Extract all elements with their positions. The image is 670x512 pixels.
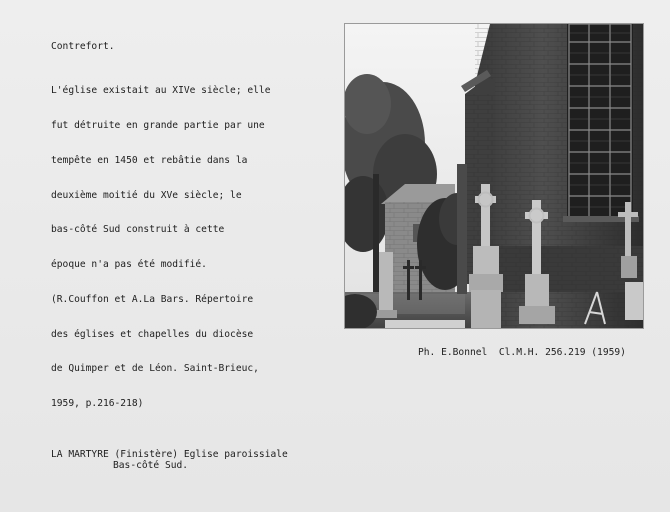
location-title: LA MARTYRE (Finistère) Eglise paroissiale (51, 449, 288, 460)
description-line: de Quimper et de Léon. Saint-Brieuc, (51, 363, 259, 375)
description-line: époque n'a pas été modifié. (51, 259, 207, 271)
card-heading: Contrefort. (51, 41, 115, 52)
description-line: fut détruite en grande partie par une (51, 119, 265, 131)
description-line: tempête en 1450 et rebâtie dans la (51, 154, 248, 166)
description-line: (R.Couffon et A.La Bars. Répertoire (51, 293, 254, 305)
description-line: L'église existait au XIVe siècle; elle (51, 85, 271, 97)
description-line: deuxième moitié du XVe siècle; le (51, 189, 242, 201)
description-text (51, 62, 271, 433)
photo-credit: Ph. E.Bonnel Cl.M.H. 256.219 (1959) (418, 347, 626, 358)
church-photo (344, 23, 644, 329)
description-line: bas-côté Sud construit à cette (51, 224, 225, 236)
location-subtitle: Bas-côté Sud. (113, 460, 189, 471)
description-line: 1959, p.216-218) (51, 398, 144, 410)
description-line: des églises et chapelles du diocèse (51, 328, 254, 340)
